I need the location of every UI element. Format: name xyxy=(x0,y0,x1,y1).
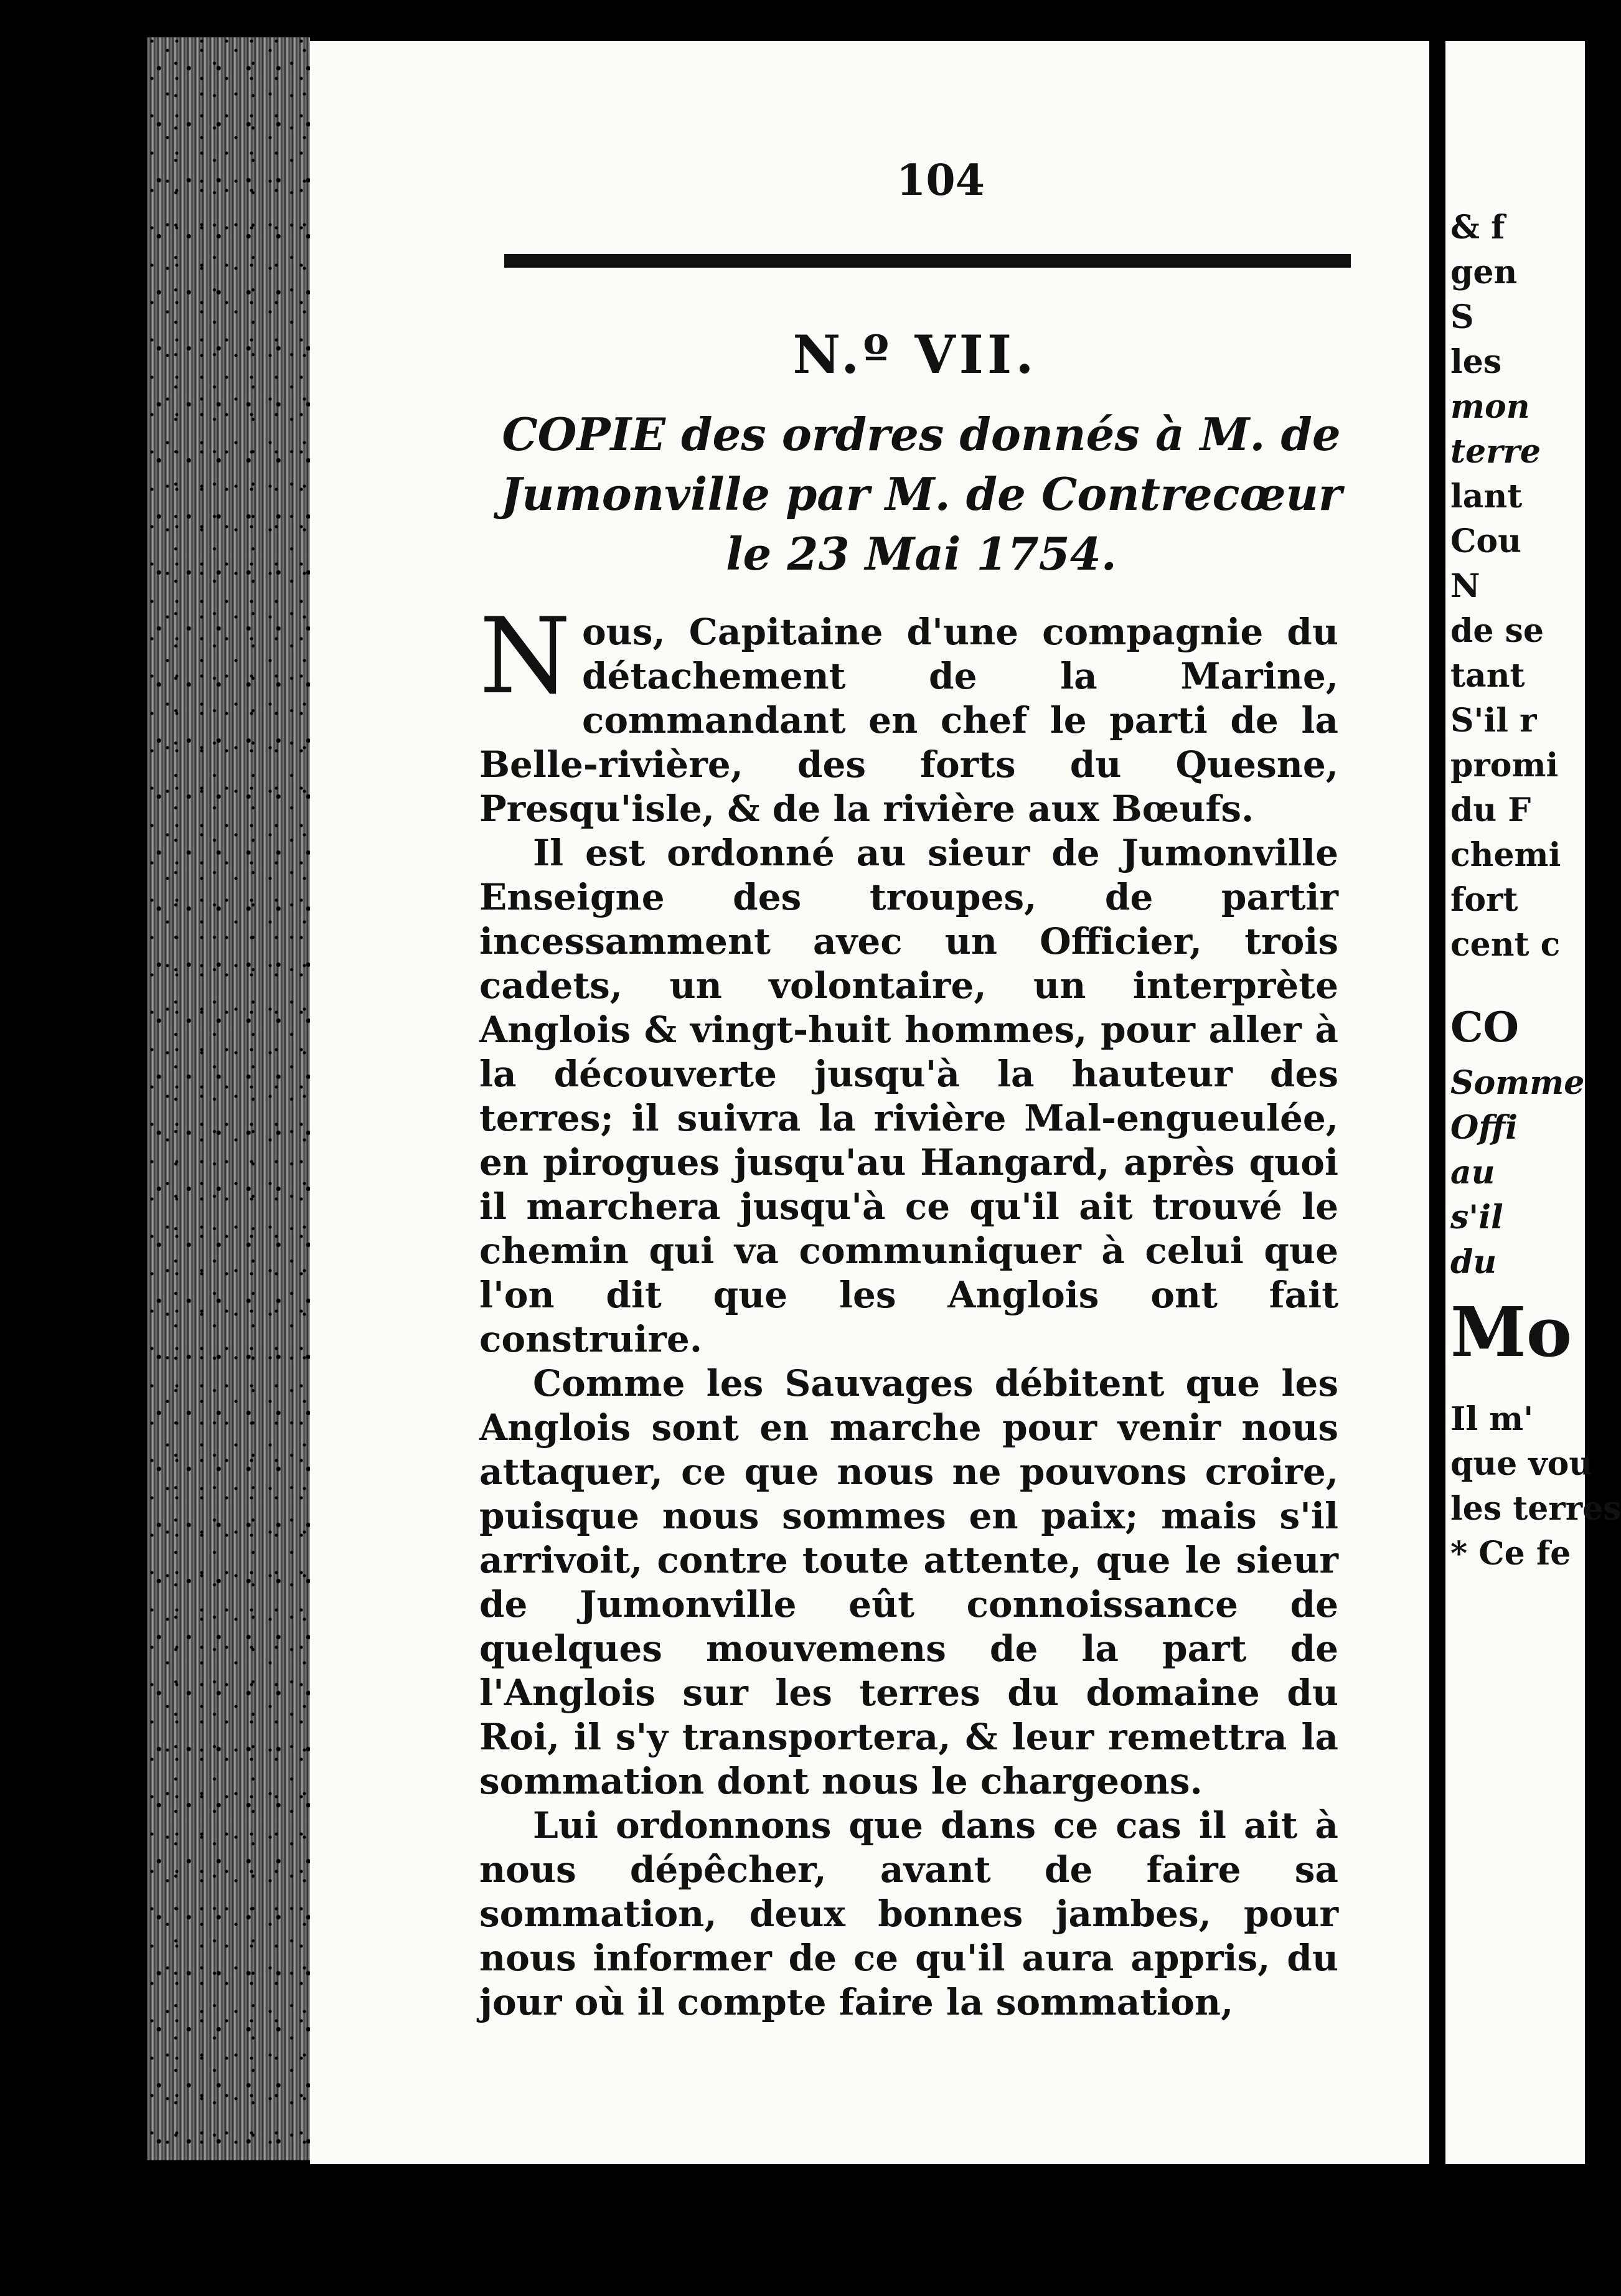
right-italic-line: Somme xyxy=(1450,1064,1585,1102)
right-line: les terres xyxy=(1450,1490,1621,1528)
right-line: & f xyxy=(1450,209,1505,247)
right-line: de se xyxy=(1450,612,1544,650)
right-line: chemi xyxy=(1450,836,1561,874)
drop-cap: N xyxy=(479,595,571,717)
paragraph-3: Comme les Sauvages débitent que les Anglois sont en marche pour venir nous attaquer, ce que nous ne pouvons croire, puisque nous sommes en paix; mais s'il arrivoit, contre toute attente, que le sieur de Jumonville eût connoissance de quelques mouvemens de la part de l'Anglois sur les terres du domaine du Roi, il s'y transportera, & leur remettra la sommation dont nous le chargeons. xyxy=(479,1362,1338,1802)
document-number: N.º VII. xyxy=(792,324,1038,385)
right-line: que vou xyxy=(1450,1445,1593,1483)
page-number: 104 xyxy=(896,156,985,205)
right-heading: CO xyxy=(1450,1003,1520,1052)
right-page-text xyxy=(1450,205,1621,1576)
document-title: COPIE des ordres donnés à M. de Jumonville par M. de Contrecœur le 23 Mai 1754. xyxy=(500,408,1342,580)
right-italic-line: au xyxy=(1450,1154,1495,1192)
right-line: S xyxy=(1450,298,1474,336)
right-line: lant xyxy=(1450,478,1523,515)
body-text xyxy=(479,595,1338,2025)
header-rule xyxy=(504,254,1351,268)
right-line: N xyxy=(1450,567,1480,605)
right-dropcap-line: Mo xyxy=(1450,1292,1572,1372)
right-line: du F xyxy=(1450,791,1531,829)
right-line: promi xyxy=(1450,746,1559,784)
right-line: les xyxy=(1450,343,1502,381)
right-line: gen xyxy=(1450,253,1518,291)
right-italic-line: du xyxy=(1450,1243,1497,1281)
paragraph-1-text: ous, Capitaine d'une compagnie du détachement de la Marine, commandant en chef le parti de la Belle-rivière, des forts du Quesne, Presqu'isle, & de la rivière aux Bœufs. xyxy=(479,611,1338,830)
right-line: Cou xyxy=(1450,522,1521,560)
paragraph-4: Lui ordonnons que dans ce cas il ait à nous dépêcher, avant de faire sa sommation, deux bonnes jambes, pour nous informer de ce qu'il aura appris, du jour où il compte faire la sommation, xyxy=(479,1804,1338,2023)
page-edge-stack xyxy=(147,37,310,2160)
right-line: S'il r xyxy=(1450,702,1537,740)
paragraph-1 xyxy=(479,595,1338,831)
right-line: terre xyxy=(1450,433,1541,471)
right-footnote: * Ce fe xyxy=(1450,1535,1571,1573)
right-italic-line: s'il xyxy=(1450,1198,1503,1236)
right-line: fort xyxy=(1450,881,1518,919)
right-line: Il m' xyxy=(1450,1400,1534,1438)
right-line: mon xyxy=(1450,388,1530,426)
right-line: tant xyxy=(1450,657,1525,695)
paragraph-2: Il est ordonné au sieur de Jumonville Enseigne des troupes, de partir incessamment avec un Officier, trois cadets, un volontaire, un interprète Anglois & vingt-huit hommes, pour aller à la découverte jusqu'à la hauteur des terres; il suivra la rivière Mal-engueulée, en pirogues jusqu'au Hangard, après quoi il marchera jusqu'à ce qu'il ait trouvé le chemin qui va communiquer à celui que l'on dit que les Anglois ont fait construire. xyxy=(479,832,1338,1360)
right-line: cent c xyxy=(1450,926,1561,964)
right-italic-line: Offi xyxy=(1450,1109,1518,1147)
